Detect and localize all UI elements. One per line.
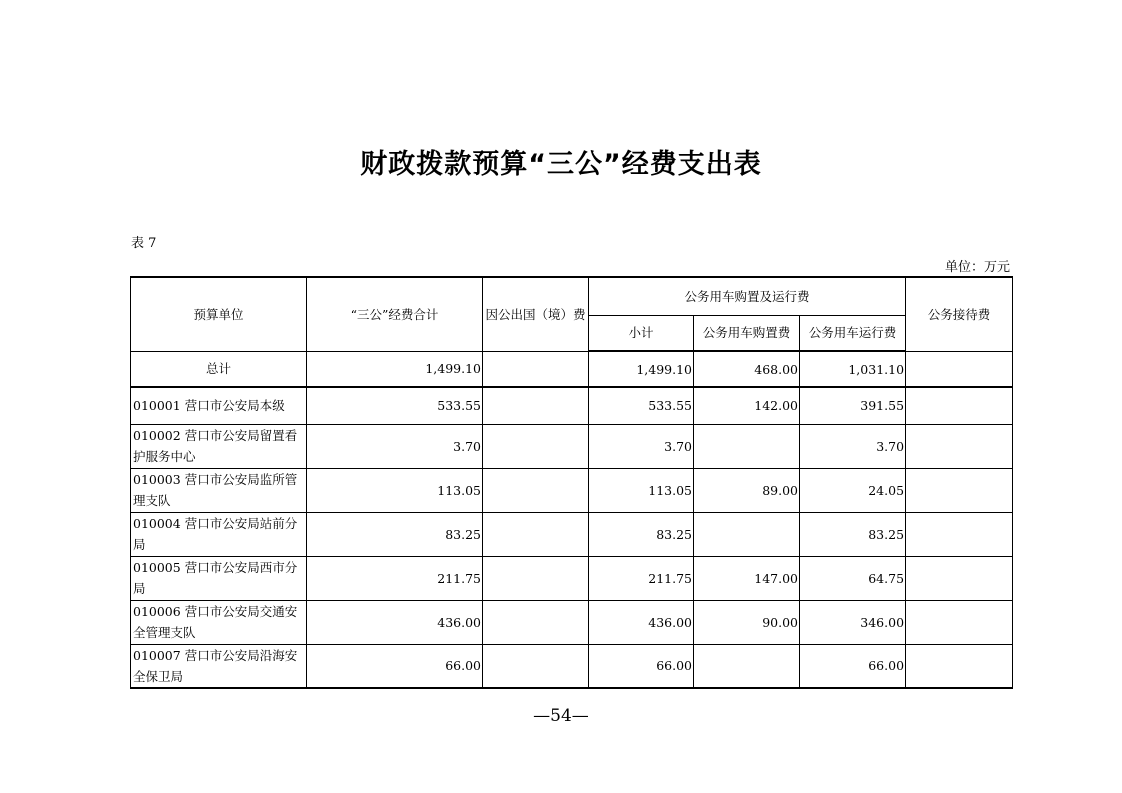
total-row (131, 351, 1013, 387)
row-unit-name: 010004 营口市公安局站前分局 (131, 512, 307, 556)
table-header (131, 277, 1013, 351)
row-abroad (483, 468, 589, 512)
header-unit: 预算单位 (131, 277, 307, 351)
row-unit-name: 010002 营口市公安局留置看护服务中心 (131, 424, 307, 468)
row-subtotal: 66.00 (589, 644, 694, 688)
header-purchase: 公务用车购置费 (694, 315, 800, 351)
row-subtotal: 533.55 (589, 387, 694, 424)
row-purchase: 90.00 (694, 600, 800, 644)
row-abroad (483, 387, 589, 424)
row-operation: 66.00 (800, 644, 906, 688)
row-abroad (483, 424, 589, 468)
total-row-total: 1,499.10 (307, 351, 483, 387)
page-title: 财政拨款预算“三公”经费支出表 (360, 149, 762, 180)
row-subtotal: 436.00 (589, 600, 694, 644)
row-abroad (483, 512, 589, 556)
row-reception (906, 512, 1013, 556)
header-abroad: 因公出国（境）费 (483, 277, 589, 351)
total-row-abroad (483, 351, 589, 387)
row-total: 66.00 (307, 644, 483, 688)
total-row-operation: 1,031.10 (800, 351, 906, 387)
row-unit-name: 010003 营口市公安局监所管理支队 (131, 468, 307, 512)
row-abroad (483, 644, 589, 688)
row-reception (906, 556, 1013, 600)
row-operation: 391.55 (800, 387, 906, 424)
table-row (131, 556, 1013, 600)
row-subtotal: 83.25 (589, 512, 694, 556)
row-subtotal: 211.75 (589, 556, 694, 600)
row-purchase: 147.00 (694, 556, 800, 600)
row-operation: 346.00 (800, 600, 906, 644)
table-row (131, 468, 1013, 512)
table-row (131, 424, 1013, 468)
row-abroad (483, 556, 589, 600)
budget-table (130, 276, 1013, 689)
row-subtotal: 3.70 (589, 424, 694, 468)
header-total: “三公”经费合计 (307, 277, 483, 351)
row-purchase (694, 644, 800, 688)
row-purchase (694, 424, 800, 468)
header-vehicle-group: 公务用车购置及运行费 (589, 277, 906, 315)
row-total: 533.55 (307, 387, 483, 424)
total-row-subtotal: 1,499.10 (589, 351, 694, 387)
row-reception (906, 387, 1013, 424)
row-operation: 24.05 (800, 468, 906, 512)
row-reception (906, 600, 1013, 644)
unit-label: 单位：万元 (944, 260, 1010, 275)
row-total: 436.00 (307, 600, 483, 644)
table-number: 表 7 (131, 236, 157, 251)
row-total: 3.70 (307, 424, 483, 468)
row-unit-name: 010006 营口市公安局交通安全管理支队 (131, 600, 307, 644)
page-number: —54— (533, 706, 589, 726)
row-operation: 3.70 (800, 424, 906, 468)
table-body (131, 351, 1013, 688)
row-unit-name: 010007 营口市公安局沿海安全保卫局 (131, 644, 307, 688)
row-total: 211.75 (307, 556, 483, 600)
table-row (131, 600, 1013, 644)
row-subtotal: 113.05 (589, 468, 694, 512)
header-operation: 公务用车运行费 (800, 315, 906, 351)
row-reception (906, 468, 1013, 512)
row-operation: 83.25 (800, 512, 906, 556)
table-row (131, 512, 1013, 556)
table-row (131, 387, 1013, 424)
total-row-reception (906, 351, 1013, 387)
row-purchase: 89.00 (694, 468, 800, 512)
row-reception (906, 424, 1013, 468)
row-total: 83.25 (307, 512, 483, 556)
row-abroad (483, 600, 589, 644)
table-row (131, 644, 1013, 688)
row-operation: 64.75 (800, 556, 906, 600)
total-row-purchase: 468.00 (694, 351, 800, 387)
row-unit-name: 010001 营口市公安局本级 (131, 387, 307, 424)
header-reception: 公务接待费 (906, 277, 1013, 351)
row-total: 113.05 (307, 468, 483, 512)
row-purchase: 142.00 (694, 387, 800, 424)
row-reception (906, 644, 1013, 688)
row-purchase (694, 512, 800, 556)
total-row-name: 总计 (131, 351, 307, 387)
row-unit-name: 010005 营口市公安局西市分局 (131, 556, 307, 600)
header-subtotal: 小计 (589, 315, 694, 351)
